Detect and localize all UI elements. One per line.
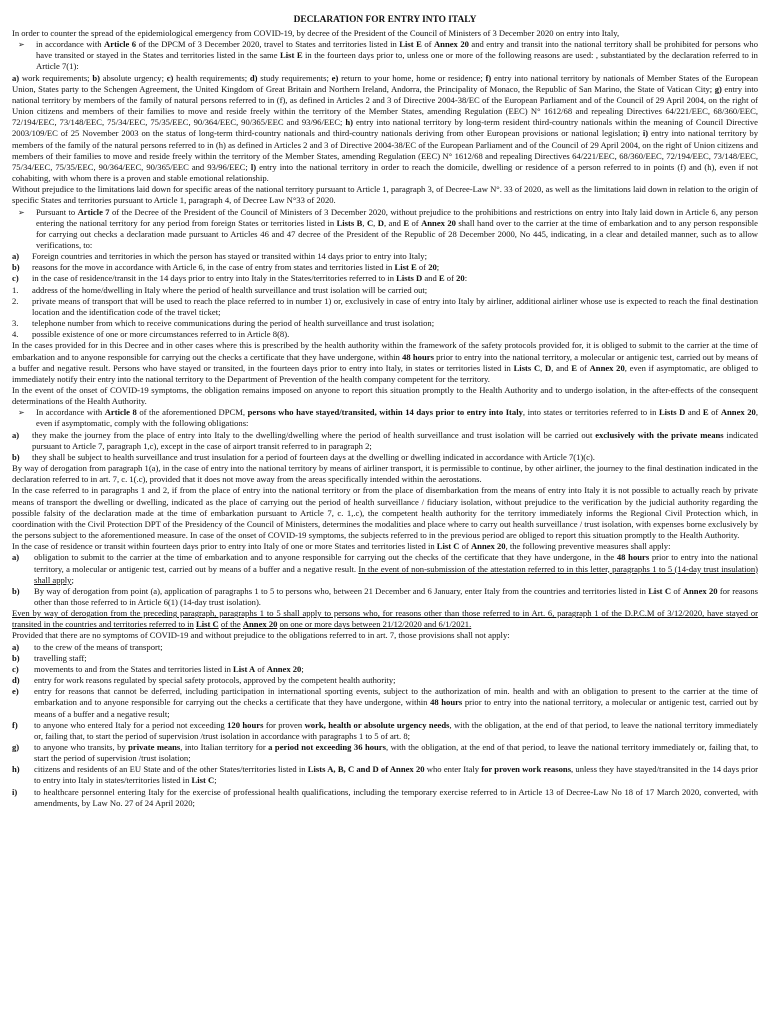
list-marker: a) (12, 552, 20, 563)
list-item-text: to the crew of the means of transport; (34, 641, 163, 652)
arrow-bullet-item (12, 207, 758, 252)
lettered-list-item (12, 764, 758, 786)
numbered-list-item (12, 329, 758, 340)
list-item-text: By way of derogation from point (a), application of paragraphs 1 to 5 to persons who, between 21 December and 6 January, enter Italy from the countries and territories listed in List C of Annex 20 for reasons other than those referred to in Article 6(1) (14-day trust isolation). (34, 585, 758, 607)
list-item-text: in accordance with Article 6 of the DPCM of 3 December 2020, travel to States and territories listed in List E of Annex 20 and entry and transit into the national territory shall be prohibited for persons who have transited or stayed in the States and territories listed in the same List E in the fourteen days prior to, unless one or more of the following reasons are used: , substantiated by the declaration referred to in Article 7(1): (36, 39, 759, 72)
list-item-text: In accordance with Article 8 of the aforementioned DPCM, persons who have stayed/transited, within 14 days prior to entry into Italy, into states or territories referred to in Lists D and E of Annex 20, even if asymptomatic, comply with the following obligations: (36, 407, 758, 429)
list-item-text: to anyone who entered Italy for a period not exceeding 120 hours for proven work, health or absolute urgency needs, with the obligation, at the end of that period, to leave the national territory immediately or, failing that, to start the period of supervision /trust isolation in accordance with paragraphs 1 to 5 of art. 8; (34, 719, 758, 741)
paragraph: Provided that there are no symptoms of COVID-19 and without prejudice to the obligations referred to in art. 7, those provisions shall not apply: (12, 630, 510, 641)
lettered-list-item (12, 273, 758, 284)
numbered-list-item (12, 296, 758, 318)
list-marker: 2. (12, 295, 19, 306)
list-marker: g) (12, 742, 20, 752)
document-body (12, 28, 758, 809)
list-item-text: Foreign countries and territories in which the person has stayed or transited within 14 days prior to entry into Italy; (32, 251, 427, 262)
list-item-text: private means of transport that will be used to reach the place referred to in number 1) or, exclusively in case of entry into Italy by airliner, additional airliner whose use is expected to reach the final destination location and the identification code of the travel ticket; (32, 295, 758, 317)
list-item-text: movements to and from the States and territories listed in List A of Annex 20; (34, 663, 304, 674)
lettered-list-item (12, 586, 758, 608)
lettered-list-item (12, 675, 758, 686)
numbered-list-item (12, 318, 758, 329)
lettered-list-item (12, 653, 758, 664)
page-title: DECLARATION FOR ENTRY INTO ITALY (293, 15, 477, 25)
paragraph: Without prejudice to the limitations laid down for specific areas of the national territory pursuant to Article 1, paragraph 3, of Decree-Law N°. 33 of 2020, as well as the limitations laid down in relation to the origin of specific States and territories pursuant to Article 1, paragraph 4, of Decree Law N°33 of 2020. (12, 184, 758, 206)
list-marker: b) (12, 585, 20, 596)
list-item-text: entry for work reasons regulated by special safety protocols, approved by the competent health authority; (34, 675, 396, 686)
list-item-text: to healthcare personnel entering Italy for the exercise of professional health qualifications, including the temporary exercise referred to in Article 13 of Decree-Law No 18 of 17 March 2020, converted, with amendments, by Law No. 27 of 24 April 2020; (34, 786, 758, 808)
list-item-text: reasons for the move in accordance with Article 6, in the case of entry from states and territories listed in List E of 20; (32, 262, 440, 273)
paragraph: a) work requirements; b) absolute urgency; c) health requirements; d) study requirements; e) return to your home, home or residence; f) entry into national territory by nationals of Member States of the European Union, States party to the Schengen Agreement, the United Kingdom of Great Britain and Northern Ireland, Andorra, the Principality of Monaco, the Republic of San Marino, the State of Vatican City; g) entry into national territory by members of the family of natural persons referred to in (f), as defined in Articles 2 and 3 of Directive 2004-38/EC of the European Parliament and of the Council of 29 April 2004, on the right of Union citizens and members of their families to move and reside freely within the territory of the Member States, amending Regulation (EEC) N° 1612/68 and repealing Directives 64/221/EEC, 68/360/EEC, 72/194/EEC, 73/148/EEC, 75/34/EEC, 75/35/EEC, 90/364/EEC, 90/365/EEC and 93/96/EEC; h) entry into national territory by long-term resident third-country nationals within the meaning of Council Directive 2003/109/EC of 25 November 2003 on the status of long-term third-country nationals and third-country nationals deriving from other European provisions or national legislation; i) entry into national territory by members of the family of the natural persons referred to in (h) as defined in Articles 2 and 3 of Directive 2004-38/EC of the European Parliament and of the Council of 29 April 2004, on the right of Union citizens and members of their families to move and reside freely within the territory of the Member States, amending Regulation (EEC) N° 1612/68 and repealing Directives 64/221/EEC, 68/360/EEC, 72/194/EEC, 73/148/EEC, 75/34/EEC, 75/35/EEC, 90/364/EEC, 90/365/EEC and 93/96/EEC; l) entry into the national territory in order to reach the domicile, dwelling or residence of a person referred to in points (f) and (h), even if not cohabiting, with whom there is a proven and stable emotional relationship. (12, 72, 759, 184)
list-item-text: Pursuant to Article 7 of the Decree of the President of the Council of Ministers of 3 December 2020, without prejudice to the prohibitions and restrictions on entry into Italy laid down in Article 6, any person entering the national territory for any period from foreign States or territories listed in Lists B, C, D, and E of Annex 20 shall hand over to the carrier at the time of embarkation and to any person responsible for carrying out checks a declaration made pursuant to Articles 46 and 47 decree of the President of the Republic of 28 December 2000, No 445, indicating, in a clear and detailed manner, such as to allow verifications, to: (36, 206, 759, 250)
list-marker: c) (12, 273, 19, 284)
list-marker: c) (12, 663, 19, 674)
paragraph: Even by way of derogation from the preceding paragraph, paragraphs 1 to 5 shall apply to persons who, for reasons other than those referred to in Art. 6, paragraph 1 of the D.P.C.M of 3/12/2020, have stayed or transited in the countries and territories referred to in List C of the Annex 20 on one or more days between 21/12/2020 and 6/1/2021. (12, 608, 758, 630)
lettered-list-item (12, 262, 758, 273)
list-marker: e) (12, 686, 19, 697)
lettered-list-item (12, 720, 758, 742)
list-marker: 3. (12, 318, 19, 329)
list-item-text: in the case of residence/transit in the 14 days prior to entry into Italy in the States/territories referred to in Lists D and E of 20: (32, 273, 468, 284)
lettered-list-item (12, 642, 758, 653)
list-marker: b) (12, 652, 20, 663)
lettered-list-item (12, 552, 758, 585)
lettered-list-item (12, 452, 758, 463)
list-item-text: they shall be subject to health surveillance and trust insulation for a period of fourteen days at the dwelling or dwelling indicated in accordance with Article 7(1)(c). (32, 451, 595, 462)
list-item-text: possible existence of one or more circumstances referred to in Article 8(8). (32, 329, 290, 340)
arrow-bullet-item (12, 407, 758, 429)
list-item-text: telephone number from which to receive communications during the period of health surveillance and trust isolation; (32, 318, 435, 329)
list-marker: a) (12, 641, 20, 652)
list-item-text: citizens and residents of an EU State and of the other States/territories listed in Lists A, B, C and D of Annex 20 who enter Italy for proven work reasons, unless they have stayed/transited in the 14 days prior to entry into Italy in states/territories listed in List C; (34, 764, 759, 786)
list-item-text: they make the journey from the place of entry into Italy to the dwelling/dwelling where the period of health surveillance and trust isolation will be carried out exclusively with the private means indicated pursuant to Article 7, paragraph 1,c), except in the case of airport transit referred to in paragraph 2; (32, 429, 758, 451)
list-marker: d) (12, 675, 20, 686)
paragraph: In order to counter the spread of the epidemiological emergency from COVID-19, by decree of the President of the Council of Ministers of 3 December 2020 on entry into Italy, (12, 28, 620, 38)
paragraph: By way of derogation from paragraph 1(a), in the case of entry into the national territory by means of airliner transport, it is permissible to continue, by other airliner, the journey to the final destination indicated in the declaration referred to in art. 7, c. 1(.c), provided that it does not move away from the areas specifically intended within the aerostations. (12, 463, 758, 485)
lettered-list-item (12, 787, 758, 809)
list-marker: f) (12, 719, 18, 730)
list-marker: h) (12, 764, 20, 775)
list-marker: i) (12, 786, 18, 797)
arrow-bullet-icon: ➢ (18, 207, 25, 217)
paragraph: In the event of the onset of COVID-19 symptoms, the obligation remains imposed on anyone to report this situation promptly to the Health Authority and to undergo isolation, in the after-effects of the consequent determinations of the Health Authority. (12, 385, 758, 407)
list-item-text: to anyone who transits, by private means, into Italian territory for a period not exceeding 36 hours, with the obligation, at the end of that period, to leave the national territory immediately or, failing that, to start the period of supervision /trust isolation; (34, 742, 758, 764)
lettered-list-item (12, 664, 758, 675)
list-marker: a) (12, 429, 20, 440)
list-item-text: obligation to submit to the carrier at the time of embarkation and to anyone responsible for carrying out the checks of the certificate that they have undergone, in the 48 hours prior to entry into the national territory, a molecular or antigenic test, carried out by means of a buffer and a negative result. In the event of non-submission of the attestation referred to in this letter, paragraphs 1 to 5 (14-day trust insulation) shall apply; (34, 552, 758, 585)
arrow-bullet-icon: ➢ (18, 408, 25, 418)
list-item-text: entry for reasons that cannot be deferred, including participation in international sporting events, subject to the authorization of min. health and with an obligation to present to the carrier at the time of embarkation and to anyone responsible for carrying out the checks a certificate that they have undergone, within 48 hours prior to entry into the national territory, a molecular or antigenic test, carried out by means of a buffer and a negative result; (34, 686, 758, 719)
list-marker: b) (12, 262, 20, 273)
arrow-bullet-icon: ➢ (18, 40, 25, 50)
lettered-list-item (12, 430, 758, 452)
list-marker: a) (12, 251, 20, 262)
list-marker: b) (12, 451, 20, 462)
paragraph: In the case of residence or transit within fourteen days prior to entry into Italy of one or more States and territories listed in List C of Annex 20, the following preventive measures shall apply: (12, 541, 671, 552)
paragraph: In the case referred to in paragraphs 1 and 2, if from the place of entry into the national territory or from the place of disembarkation from the means of entry into Italy it is not possible to actually reach by private means of transport the dwelling or dwelling, indicated as the place of carrying out the period of health surveillance / fiduciary isolation, without prejudice to the verification by the judicial authority regarding the possible falsity of the declaration made at the time of embarkation pursuant to Article 7, c. 1,.c), the competent health authority for the territory immediately informs the Regional Civil Protection which, in coordination with the Civil Protection DPT of the Presidency of the Council of Ministers, determines the modalities and place where to carry out health surveillance / trust isolation, with expenses borne exclusively by the persons subject to the aforementioned measure. In case of the onset of COVID-19 symptoms, the subjects referred to in the previous period are obliged to report this situation promptly to the Health Authority. (12, 485, 758, 541)
list-item-text: travelling staff; (34, 652, 87, 663)
lettered-list-item (12, 742, 758, 764)
list-marker: 4. (12, 329, 19, 340)
numbered-list-item (12, 285, 758, 296)
list-item-text: address of the home/dwelling in Italy where the period of health surveillance and trust isolation will be carried out; (32, 284, 428, 295)
lettered-list-item (12, 686, 758, 719)
paragraph: In the cases provided for in this Decree and in other cases where this is prescribed by the health authority within the framework of the safety protocols provided for, it is obliged to submit to the carrier at the time of embarkation and to anyone responsible for carrying out the checks a certificate that they have undergone, within 48 hours prior to entry into the national territory, a molecular or antigenic test, carried out by means of a buffer and negative result. Persons who have stayed or transited, in the fourteen days prior to entry into Italy, in states or territories listed in Lists C, D, and E of Annex 20, even if asymptomatic, are obliged to immediately notify their entry into the national territory to the Department of Prevention of the health company competent for the territory. (12, 340, 758, 384)
list-marker: 1. (12, 284, 19, 295)
lettered-list-item (12, 251, 758, 262)
arrow-bullet-item (12, 39, 758, 72)
